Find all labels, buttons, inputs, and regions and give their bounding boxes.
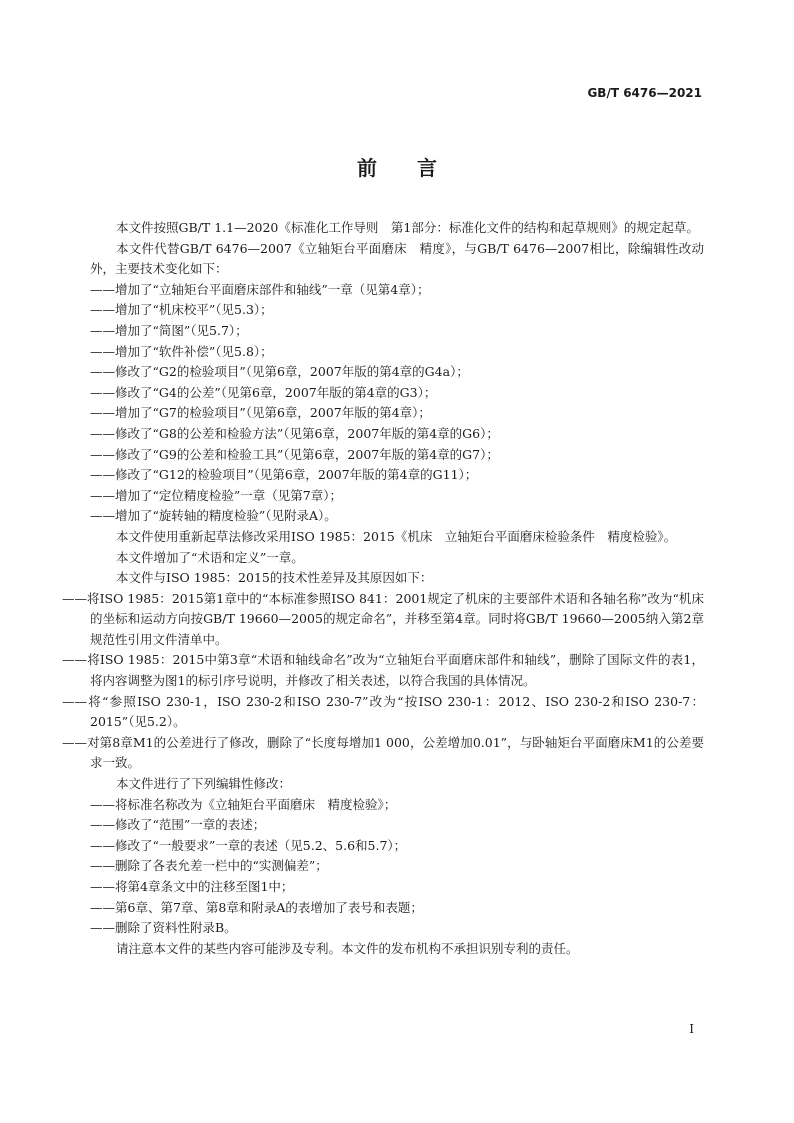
foreword-body (62, 218, 704, 959)
patent-notice: 请注意本文件的某些内容可能涉及专利。本文件的发布机构不承担识别专利的责任。 (116, 940, 579, 956)
list-item: ——增加了“立轴矩台平面磨床部件和轴线”一章（见第4章）； (90, 281, 430, 297)
list-item: ——删除了各表允差一栏中的“实测偏差”； (90, 858, 328, 874)
statement-paragraph: 本文件与ISO 1985：2015的技术性差异及其原因如下： (116, 570, 433, 586)
list-item: ——将ISO 1985：2015第1章中的“本标准参照ISO 841：2001规定了机床的主要部件术语和各轴名称”改为“机床的坐标和运动方向按GB/T 19660—2005的规定命名”，并移至第4章。同时将GB/T 19660—2005纳入第2章规范性引用文件清单中。 (62, 590, 704, 647)
list-item: ——增加了“简图”（见5.7）； (90, 322, 248, 338)
document-code: GB/T 6476—2021 (587, 86, 702, 100)
page-number: I (689, 1022, 694, 1036)
list-item: ——修改了“G2的检验项目”（见第6章，2007年版的第4章的G4a）； (90, 364, 469, 380)
list-item: ——修改了“G12的检验项目”（见第6章，2007年版的第4章的G11）； (90, 467, 478, 483)
statement-paragraph: 本文件增加了“术语和定义”一章。 (116, 549, 304, 565)
list-item: ——增加了“机床校平”（见5.3）； (90, 302, 273, 318)
list-item: ——将“参照ISO 230-1，ISO 230-2和ISO 230-7”改为“按ISO 230-1：2012、ISO 230-2和ISO 230-7：2015”（见5.2）。 (62, 693, 704, 730)
list-item: ——对第8章M1的公差进行了修改，删除了“长度每增加1 000，公差增加0.01”，与卧轴矩台平面磨床M1的公差要求一致。 (62, 734, 704, 771)
list-item: ——修改了“一般要求”一章的表述（见5.2、5.6和5.7）； (90, 837, 407, 853)
intro-paragraph: 本文件代替GB/T 6476—2007《立轴矩台平面磨床 精度》，与GB/T 6476—2007相比，除编辑性改动外，主要技术变化如下： (90, 240, 704, 277)
page-title: 前言 (357, 156, 477, 180)
list-item: ——增加了“旋转轴的精度检验”（见附录A）。 (90, 508, 337, 524)
list-item: ——删除了资料性附录B。 (90, 920, 237, 936)
statement-paragraph: 本文件使用重新起草法修改采用ISO 1985：2015《机床 立轴矩台平面磨床检验条件 精度检验》。 (116, 528, 677, 544)
list-item: ——修改了“G9的公差和检验工具”（见第6章，2007年版的第4章的G7）； (90, 446, 499, 462)
intro-paragraph: 本文件按照GB/T 1.1—2020《标准化工作导则 第1部分：标准化文件的结构和起草规则》的规定起草。 (116, 220, 699, 235)
list-item: ——增加了“软件补偿”（见5.8）； (90, 343, 273, 359)
list-item: ——修改了“范围”一章的表述； (90, 817, 266, 833)
list-item: ——修改了“G4的公差”（见第6章，2007年版的第4章的G3）； (90, 384, 437, 400)
list-item: ——将ISO 1985：2015中第3章“术语和轴线命名”改为“立轴矩台平面磨床部件和轴线”，删除了国际文件的表1，将内容调整为图1的标引序号说明，并修改了相关表述，以符合我国的具体情况。 (62, 652, 704, 689)
list-item: ——增加了“G7的检验项目”（见第6章，2007年版的第4章）； (90, 405, 431, 421)
list-item: ——将标准名称改为《立轴矩台平面磨床 精度检验》； (90, 796, 397, 812)
list-item: ——修改了“G8的公差和检验方法”（见第6章，2007年版的第4章的G6）； (90, 425, 499, 441)
list-item: ——增加了“定位精度检验”一章（见第7章）； (90, 487, 342, 503)
list-item: ——第6章、第7章、第8章和附录A的表增加了表号和表题； (90, 899, 423, 915)
list-item: ——将第4章条文中的注移至图1中； (90, 879, 294, 894)
statement-paragraph: 本文件进行了下列编辑性修改： (116, 776, 292, 792)
